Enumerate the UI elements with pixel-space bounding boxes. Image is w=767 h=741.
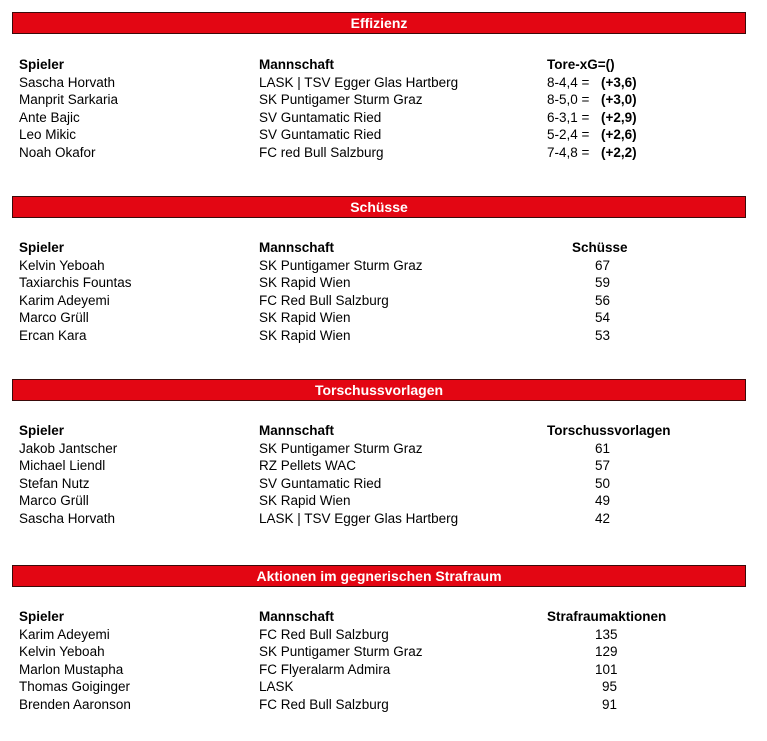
shots-value: 59 [595,275,611,291]
table-header [19,608,739,626]
key-passes-value: 42 [595,510,611,526]
goals-minus-xg: 7-4,8 = [547,144,590,160]
team-name: SK Puntigamer Sturm Graz [259,644,423,660]
table-row [19,661,739,679]
team-name: FC Flyeralarm Admira [259,661,391,677]
efficiency-result: (+2,2) [601,144,637,160]
shots-value: 67 [595,257,611,273]
player-name: Kelvin Yeboah [19,644,105,660]
table-torschussvorlagen [19,422,739,528]
header-team: Mannschaft [259,423,335,438]
player-name: Karim Adeyemi [19,626,110,642]
player-name: Brenden Aaronson [19,696,131,712]
player-name: Thomas Goiginger [19,679,131,695]
table-row [19,91,739,109]
team-name: FC Red Bull Salzburg [259,626,389,642]
player-name: Karim Adeyemi [19,292,110,308]
team-name: FC red Bull Salzburg [259,144,384,160]
key-passes-value: 49 [595,493,611,509]
header-team: Mannschaft [259,609,335,624]
table-row [19,457,739,475]
table-header [19,56,739,74]
box-actions-value: 91 [602,696,618,712]
table-row [19,292,739,310]
team-name: SV Guntamatic Ried [259,475,382,491]
header-team: Mannschaft [259,57,335,72]
header-value: Schüsse [572,240,628,255]
player-name: Taxiarchis Fountas [19,275,132,291]
team-name: SK Rapid Wien [259,310,351,326]
team-name: SV Guntamatic Ried [259,109,382,125]
team-name: FC Red Bull Salzburg [259,696,389,712]
header-value: Torschussvorlagen [547,423,671,438]
table-header [19,422,739,440]
box-actions-value: 101 [595,661,618,677]
table-row [19,74,739,92]
table-row [19,626,739,644]
box-actions-value: 135 [595,626,618,642]
section-banner-effizienz: Effizienz [12,12,746,34]
team-name: SK Puntigamer Sturm Graz [259,440,423,456]
player-name: Ante Bajic [19,109,80,125]
table-row [19,510,739,528]
header-value: Tore-xG=() [547,57,615,72]
team-name: RZ Pellets WAC [259,458,357,474]
box-actions-value: 95 [602,679,618,695]
efficiency-result: (+3,6) [601,74,637,90]
table-row [19,144,739,162]
table-row [19,440,739,458]
header-value: Strafraumaktionen [547,609,667,624]
table-row [19,309,739,327]
header-player: Spieler [19,240,65,255]
section-banner-schuesse: Schüsse [12,196,746,218]
player-name: Stefan Nutz [19,475,90,491]
player-name: Manprit Sarkaria [19,92,119,108]
table-row [19,475,739,493]
team-name: LASK | TSV Egger Glas Hartberg [259,74,459,90]
key-passes-value: 50 [595,475,611,491]
player-name: Noah Okafor [19,144,96,160]
goals-minus-xg: 5-2,4 = [547,127,590,143]
key-passes-value: 61 [595,440,611,456]
table-row [19,109,739,127]
player-name: Jakob Jantscher [19,440,118,456]
section-banner-torschussvorlagen: Torschussvorlagen [12,379,746,401]
team-name: FC Red Bull Salzburg [259,292,389,308]
header-player: Spieler [19,423,65,438]
table-row [19,327,739,345]
team-name: LASK | TSV Egger Glas Hartberg [259,510,459,526]
section-banner-strafraum: Aktionen im gegnerischen Strafraum [12,565,746,587]
key-passes-value: 57 [595,458,611,474]
table-row [19,643,739,661]
header-team: Mannschaft [259,240,335,255]
goals-minus-xg: 8-5,0 = [547,92,590,108]
player-name: Ercan Kara [19,327,87,343]
table-row [19,274,739,292]
team-name: SK Puntigamer Sturm Graz [259,257,423,273]
player-name: Leo Mikic [19,127,77,143]
team-name: SV Guntamatic Ried [259,127,382,143]
efficiency-result: (+2,6) [601,127,637,143]
player-name: Kelvin Yeboah [19,257,105,273]
table-row [19,257,739,275]
table-row [19,126,739,144]
team-name: SK Puntigamer Sturm Graz [259,92,423,108]
goals-minus-xg: 8-4,4 = [547,74,590,90]
table-header [19,239,739,257]
shots-value: 54 [595,310,611,326]
player-name: Marco Grüll [19,310,89,326]
team-name: SK Rapid Wien [259,327,351,343]
player-name: Marco Grüll [19,493,89,509]
player-name: Marlon Mustapha [19,661,124,677]
header-player: Spieler [19,609,65,624]
team-name: SK Rapid Wien [259,493,351,509]
shots-value: 53 [595,327,611,343]
efficiency-result: (+3,0) [601,92,637,108]
table-effizienz [19,56,739,162]
efficiency-result: (+2,9) [601,109,637,125]
table-row [19,678,739,696]
shots-value: 56 [595,292,611,308]
table-strafraum [19,608,739,714]
table-schuesse [19,239,739,345]
player-name: Michael Liendl [19,458,106,474]
player-name: Sascha Horvath [19,74,116,90]
player-name: Sascha Horvath [19,510,116,526]
header-player: Spieler [19,57,65,72]
box-actions-value: 129 [595,644,618,660]
team-name: LASK [259,679,294,695]
team-name: SK Rapid Wien [259,275,351,291]
table-row [19,492,739,510]
goals-minus-xg: 6-3,1 = [547,109,590,125]
table-row [19,696,739,714]
